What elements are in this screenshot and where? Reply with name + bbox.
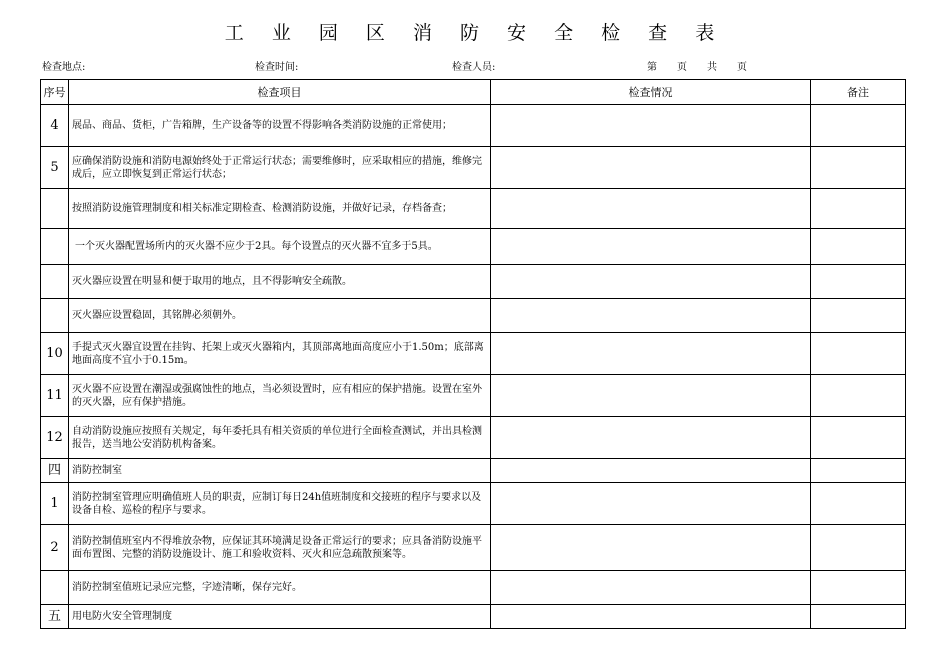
row-remark-cell[interactable] xyxy=(811,147,906,189)
row-number: 5 xyxy=(41,147,69,189)
row-remark-cell[interactable] xyxy=(811,571,906,605)
row-remark-cell[interactable] xyxy=(811,333,906,375)
section-number: 四 xyxy=(41,459,69,483)
section-title: 用电防火安全管理制度 xyxy=(69,605,491,629)
row-status-cell[interactable] xyxy=(491,265,811,299)
row-remark-cell[interactable] xyxy=(811,605,906,629)
row-number: 4 xyxy=(41,105,69,147)
row-item: 灭火器不应设置在潮湿或强腐蚀性的地点，当必须设置时，应有相应的保护措施。设置在室外的灭火器，应有保护措施。 xyxy=(69,375,491,417)
page-count-label: 第 页 共 页 xyxy=(647,62,747,73)
row-number xyxy=(41,189,69,229)
row-status-cell[interactable] xyxy=(491,189,811,229)
row-number xyxy=(41,265,69,299)
inspector-label: 检查人员: xyxy=(452,62,496,73)
row-item: 按照消防设施管理制度和相关标准定期检查、检测消防设施，并做好记录，存档备查； xyxy=(69,189,491,229)
row-status-cell[interactable] xyxy=(491,571,811,605)
row-number: 12 xyxy=(41,417,69,459)
table-row xyxy=(41,299,906,333)
row-item: 消防控制室管理应明确值班人员的职责，应制订每日24h值班制度和交接班的程序与要求以及设备自检、巡检的程序与要求。 xyxy=(69,483,491,525)
row-status-cell[interactable] xyxy=(491,459,811,483)
row-status-cell[interactable] xyxy=(491,229,811,265)
table-row xyxy=(41,417,906,459)
header-item: 检查项目 xyxy=(69,80,491,105)
row-item: 手提式灭火器宜设置在挂钩、托架上或灭火器箱内，其顶部离地面高度应小于1.50m；底部离地面高度不宜小于0.15m。 xyxy=(69,333,491,375)
row-status-cell[interactable] xyxy=(491,105,811,147)
row-status-cell[interactable] xyxy=(491,417,811,459)
row-number: 2 xyxy=(41,525,69,571)
table-section-row xyxy=(41,605,906,629)
row-number: 10 xyxy=(41,333,69,375)
time-label: 检查时间: xyxy=(255,62,299,73)
header-remark: 备注 xyxy=(811,80,906,105)
row-number: 11 xyxy=(41,375,69,417)
row-remark-cell[interactable] xyxy=(811,229,906,265)
table-row xyxy=(41,105,906,147)
table-row xyxy=(41,333,906,375)
header-status: 检查情况 xyxy=(491,80,811,105)
section-number: 五 xyxy=(41,605,69,629)
table-section-row xyxy=(41,459,906,483)
row-item: 展品、商品、货柜，广告箱牌，生产设备等的设置不得影响各类消防设施的正常使用； xyxy=(69,105,491,147)
row-number xyxy=(41,229,69,265)
table-header-row xyxy=(41,80,906,105)
row-status-cell[interactable] xyxy=(491,483,811,525)
row-remark-cell[interactable] xyxy=(811,525,906,571)
table-row xyxy=(41,571,906,605)
row-remark-cell[interactable] xyxy=(811,265,906,299)
row-remark-cell[interactable] xyxy=(811,299,906,333)
row-item: 一个灭火器配置场所内的灭火器不应少于2具。每个设置点的灭火器不宜多于5具。 xyxy=(69,229,491,265)
row-remark-cell[interactable] xyxy=(811,459,906,483)
table-row xyxy=(41,525,906,571)
row-status-cell[interactable] xyxy=(491,299,811,333)
row-item: 自动消防设施应按照有关规定，每年委托具有相关资质的单位进行全面检查测试，并出具检测报告，送当地公安消防机构备案。 xyxy=(69,417,491,459)
row-remark-cell[interactable] xyxy=(811,105,906,147)
table-row xyxy=(41,229,906,265)
header-no: 序号 xyxy=(41,80,69,105)
row-item: 消防控制值班室内不得堆放杂物，应保证其环境满足设备正常运行的要求；应具备消防设施平面布置图、完整的消防设施设计、施工和验收资料、灭火和应急疏散预案等。 xyxy=(69,525,491,571)
row-status-cell[interactable] xyxy=(491,375,811,417)
row-status-cell[interactable] xyxy=(491,525,811,571)
row-item: 灭火器应设置稳固，其铭牌必须朝外。 xyxy=(69,299,491,333)
table-row xyxy=(41,147,906,189)
location-label: 检查地点: xyxy=(42,62,86,73)
table-row xyxy=(41,375,906,417)
row-remark-cell[interactable] xyxy=(811,189,906,229)
row-remark-cell[interactable] xyxy=(811,375,906,417)
table-row xyxy=(41,265,906,299)
row-status-cell[interactable] xyxy=(491,147,811,189)
table-row xyxy=(41,483,906,525)
row-status-cell[interactable] xyxy=(491,605,811,629)
row-number xyxy=(41,299,69,333)
row-status-cell[interactable] xyxy=(491,333,811,375)
row-item: 应确保消防设施和消防电源始终处于正常运行状态；需要维修时，应采取相应的措施，维修完成后，应立即恢复到正常运行状态； xyxy=(69,147,491,189)
row-remark-cell[interactable] xyxy=(811,483,906,525)
table-row xyxy=(41,189,906,229)
row-number: 1 xyxy=(41,483,69,525)
inspection-table xyxy=(40,79,906,629)
section-title: 消防控制室 xyxy=(69,459,491,483)
row-number xyxy=(41,571,69,605)
row-item: 消防控制室值班记录应完整，字迹清晰，保存完好。 xyxy=(69,571,491,605)
page-title: 工 业 园 区 消 防 安 全 检 查 表 xyxy=(224,22,726,44)
row-item: 灭火器应设置在明显和便于取用的地点，且不得影响安全疏散。 xyxy=(69,265,491,299)
row-remark-cell[interactable] xyxy=(811,417,906,459)
